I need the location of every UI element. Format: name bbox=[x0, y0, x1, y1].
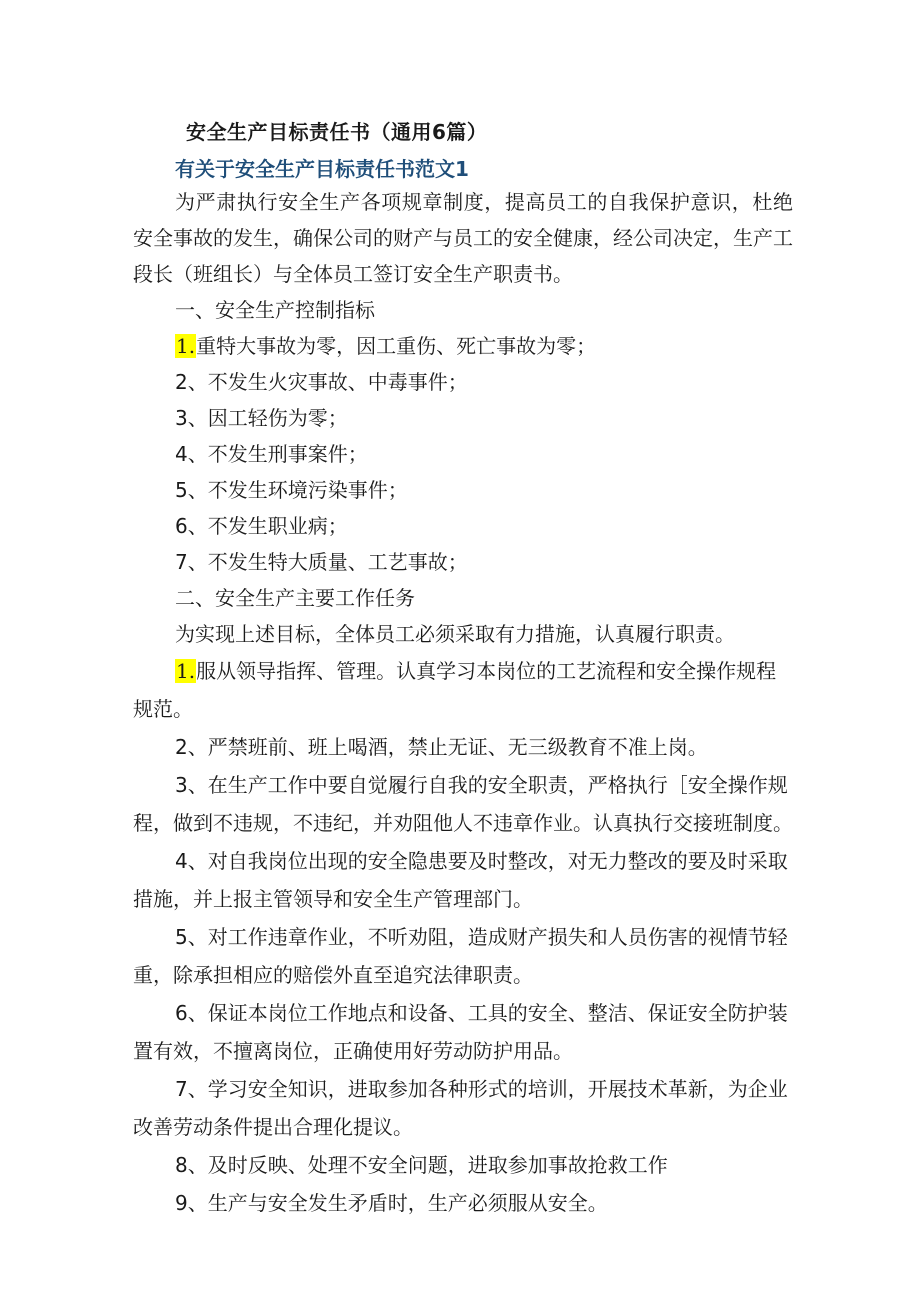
section2-item: 8、及时反映、处理不安全问题，进取参加事故抢救工作 bbox=[175, 1153, 668, 1177]
section2-item-1 bbox=[133, 652, 793, 728]
section1-item: 4、不发生刑事案件； bbox=[175, 442, 368, 466]
highlighted-number: 1. bbox=[176, 334, 196, 358]
section2-item: 4、对自我岗位出现的安全隐患要及时整改，对无力整改的要及时采取措施，并上报主管领导和安全生产管理部门。 bbox=[133, 849, 788, 911]
item-text: 重特大事故为零，因工重伤、死亡事故为零； bbox=[196, 334, 597, 358]
highlighted-number: 1. bbox=[176, 659, 196, 683]
document-body bbox=[133, 184, 793, 1222]
section2-item: 5、对工作违章作业，不听劝阻，造成财产损失和人员伤害的视情节轻重，除承担相应的赔偿外直至追究法律职责。 bbox=[133, 925, 788, 987]
section1-item: 6、不发生职业病； bbox=[175, 514, 348, 538]
section1-item: 2、不发生火灾事故、中毒事件； bbox=[175, 370, 468, 394]
document-title: 安全生产目标责任书（通用6篇） bbox=[186, 120, 488, 144]
section1-heading: 一、安全生产控制指标 bbox=[175, 298, 375, 322]
section2-item: 2、严禁班前、班上喝酒，禁止无证、无三级教育不准上岗。 bbox=[175, 735, 708, 759]
section1-item: 7、不发生特大质量、工艺事故； bbox=[175, 550, 468, 574]
section1-item-1 bbox=[133, 328, 793, 364]
item-text: 服从领导指挥、管理。认真学习本岗位的工艺流程和安全操作规程规范。 bbox=[133, 659, 777, 721]
intro-paragraph: 为严肃执行安全生产各项规章制度，提高员工的自我保护意识，杜绝安全事故的发生，确保公司的财产与员工的安全健康，经公司决定，生产工段长（班组长）与全体员工签订安全生产职责书。 bbox=[133, 190, 793, 286]
section2-item: 7、学习安全知识，进取参加各种形式的培训，开展技术革新，为企业改善劳动条件提出合理化提议。 bbox=[133, 1077, 788, 1139]
section1-item: 3、因工轻伤为零； bbox=[175, 406, 348, 430]
section2-lead: 为实现上述目标，全体员工必须采取有力措施，认真履行职责。 bbox=[175, 622, 735, 646]
section1-item: 5、不发生环境污染事件； bbox=[175, 478, 408, 502]
section2-heading: 二、安全生产主要工作任务 bbox=[175, 586, 415, 610]
section2-item: 6、保证本岗位工作地点和设备、工具的安全、整洁、保证安全防护装置有效，不擅离岗位，正确使用好劳动防护用品。 bbox=[133, 1001, 788, 1063]
document-subtitle: 有关于安全生产目标责任书范文1 bbox=[175, 157, 469, 181]
section2-item: 3、在生产工作中要自觉履行自我的安全职责，严格执行［安全操作规程，做到不违规，不违纪，并劝阻他人不违章作业。认真执行交接班制度。 bbox=[133, 773, 793, 835]
section2-item: 9、生产与安全发生矛盾时，生产必须服从安全。 bbox=[175, 1191, 608, 1215]
